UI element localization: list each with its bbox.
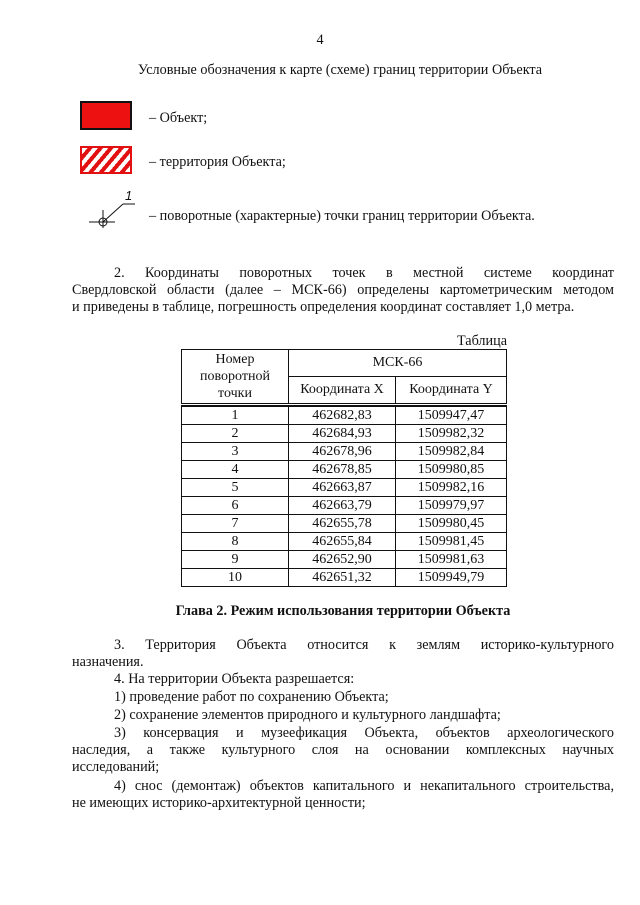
table-row	[182, 551, 507, 569]
coordinate-x-cell: 462655,84	[289, 533, 396, 551]
header-coordinate-system: МСК-66	[289, 350, 507, 377]
point-number-cell: 5	[182, 479, 289, 497]
coordinate-x-cell: 462663,79	[289, 497, 396, 515]
coordinate-y-cell: 1509979,97	[396, 497, 507, 515]
header-coordinate-y: Координата Y	[396, 376, 507, 404]
object-symbol-icon	[80, 101, 132, 130]
point-number-cell: 2	[182, 425, 289, 443]
coordinate-y-cell: 1509980,45	[396, 515, 507, 533]
legend-item-turning-points: – поворотные (характерные) точки границ территории Объекта.	[149, 208, 535, 224]
table-caption: Таблица	[456, 333, 507, 349]
point-number-cell: 8	[182, 533, 289, 551]
coordinate-y-cell: 1509981,63	[396, 551, 507, 569]
table-row	[182, 569, 507, 587]
coordinate-x-cell: 462678,96	[289, 443, 396, 461]
table-row	[182, 443, 507, 461]
point-number-cell: 7	[182, 515, 289, 533]
legend-item-object: – Объект;	[149, 110, 208, 126]
item-4-4-line-2: не имеющих историко-архитектурной ценности;	[72, 795, 366, 811]
page-number: 4	[316, 32, 324, 48]
coordinate-x-cell: 462652,90	[289, 551, 396, 569]
coordinate-x-cell: 462678,85	[289, 461, 396, 479]
item-3-line-1: 3. Территория Объекта относится к землям историко-культурного	[114, 637, 614, 653]
header-point-number: Номер поворотной точки	[182, 350, 289, 405]
point-number-cell: 10	[182, 569, 289, 587]
point-number-cell: 3	[182, 443, 289, 461]
coordinate-y-cell: 1509949,79	[396, 569, 507, 587]
paragraph-2-line-3: и приведены в таблице, погрешность определения координат составляет 1,0 метра.	[72, 299, 575, 315]
point-number-cell: 1	[182, 407, 289, 425]
table-row	[182, 425, 507, 443]
coordinate-x-cell: 462655,78	[289, 515, 396, 533]
point-number-cell: 6	[182, 497, 289, 515]
coordinate-x-cell: 462663,87	[289, 479, 396, 497]
table-row	[182, 407, 507, 425]
item-4-4-line-1: 4) снос (демонтаж) объектов капитального и некапитального строительства,	[114, 778, 614, 794]
item-4-1: 1) проведение работ по сохранению Объекта;	[114, 689, 389, 705]
table-row	[182, 515, 507, 533]
coordinate-y-cell: 1509980,85	[396, 461, 507, 479]
point-number-cell: 4	[182, 461, 289, 479]
coordinates-table	[181, 349, 507, 587]
coordinate-y-cell: 1509947,47	[396, 407, 507, 425]
paragraph-2-line-1: 2. Координаты поворотных точек в местной системе координат	[114, 265, 614, 281]
territory-hatch-icon	[80, 146, 132, 174]
coordinate-x-cell: 462684,93	[289, 425, 396, 443]
coordinate-y-cell: 1509982,32	[396, 425, 507, 443]
table-row	[182, 497, 507, 515]
item-4-3-line-2: наследия, а также культурного слоя на основании комплексных научных	[72, 742, 614, 758]
item-4-2: 2) сохранение элементов природного и культурного ландшафта;	[114, 707, 501, 723]
table-row	[182, 479, 507, 497]
item-4-3-line-1: 3) консервация и музеефикация Объекта, объектов археологического	[114, 725, 614, 741]
paragraph-2-line-2: Свердловской области (далее – МСК-66) определены картометрическим методом	[72, 282, 614, 298]
table-row	[182, 461, 507, 479]
chapter-title: Глава 2. Режим использования территории Объекта	[175, 603, 511, 619]
legend-item-territory: – территория Объекта;	[149, 154, 286, 170]
coordinate-y-cell: 1509982,84	[396, 443, 507, 461]
header-coordinate-x: Координата X	[289, 376, 396, 404]
turning-point-icon	[85, 188, 145, 238]
point-number-cell: 9	[182, 551, 289, 569]
item-3-line-2: назначения.	[72, 654, 144, 670]
coordinate-x-cell: 462651,32	[289, 569, 396, 587]
coordinate-y-cell: 1509981,45	[396, 533, 507, 551]
table-row	[182, 533, 507, 551]
coordinate-x-cell: 462682,83	[289, 407, 396, 425]
coordinate-y-cell: 1509982,16	[396, 479, 507, 497]
item-4-3-line-3: исследований;	[72, 759, 160, 775]
legend-title: Условные обозначения к карте (схеме) границ территории Объекта	[137, 62, 543, 78]
turning-point-number: 1	[125, 188, 133, 203]
item-4: 4. На территории Объекта разрешается:	[114, 671, 355, 687]
